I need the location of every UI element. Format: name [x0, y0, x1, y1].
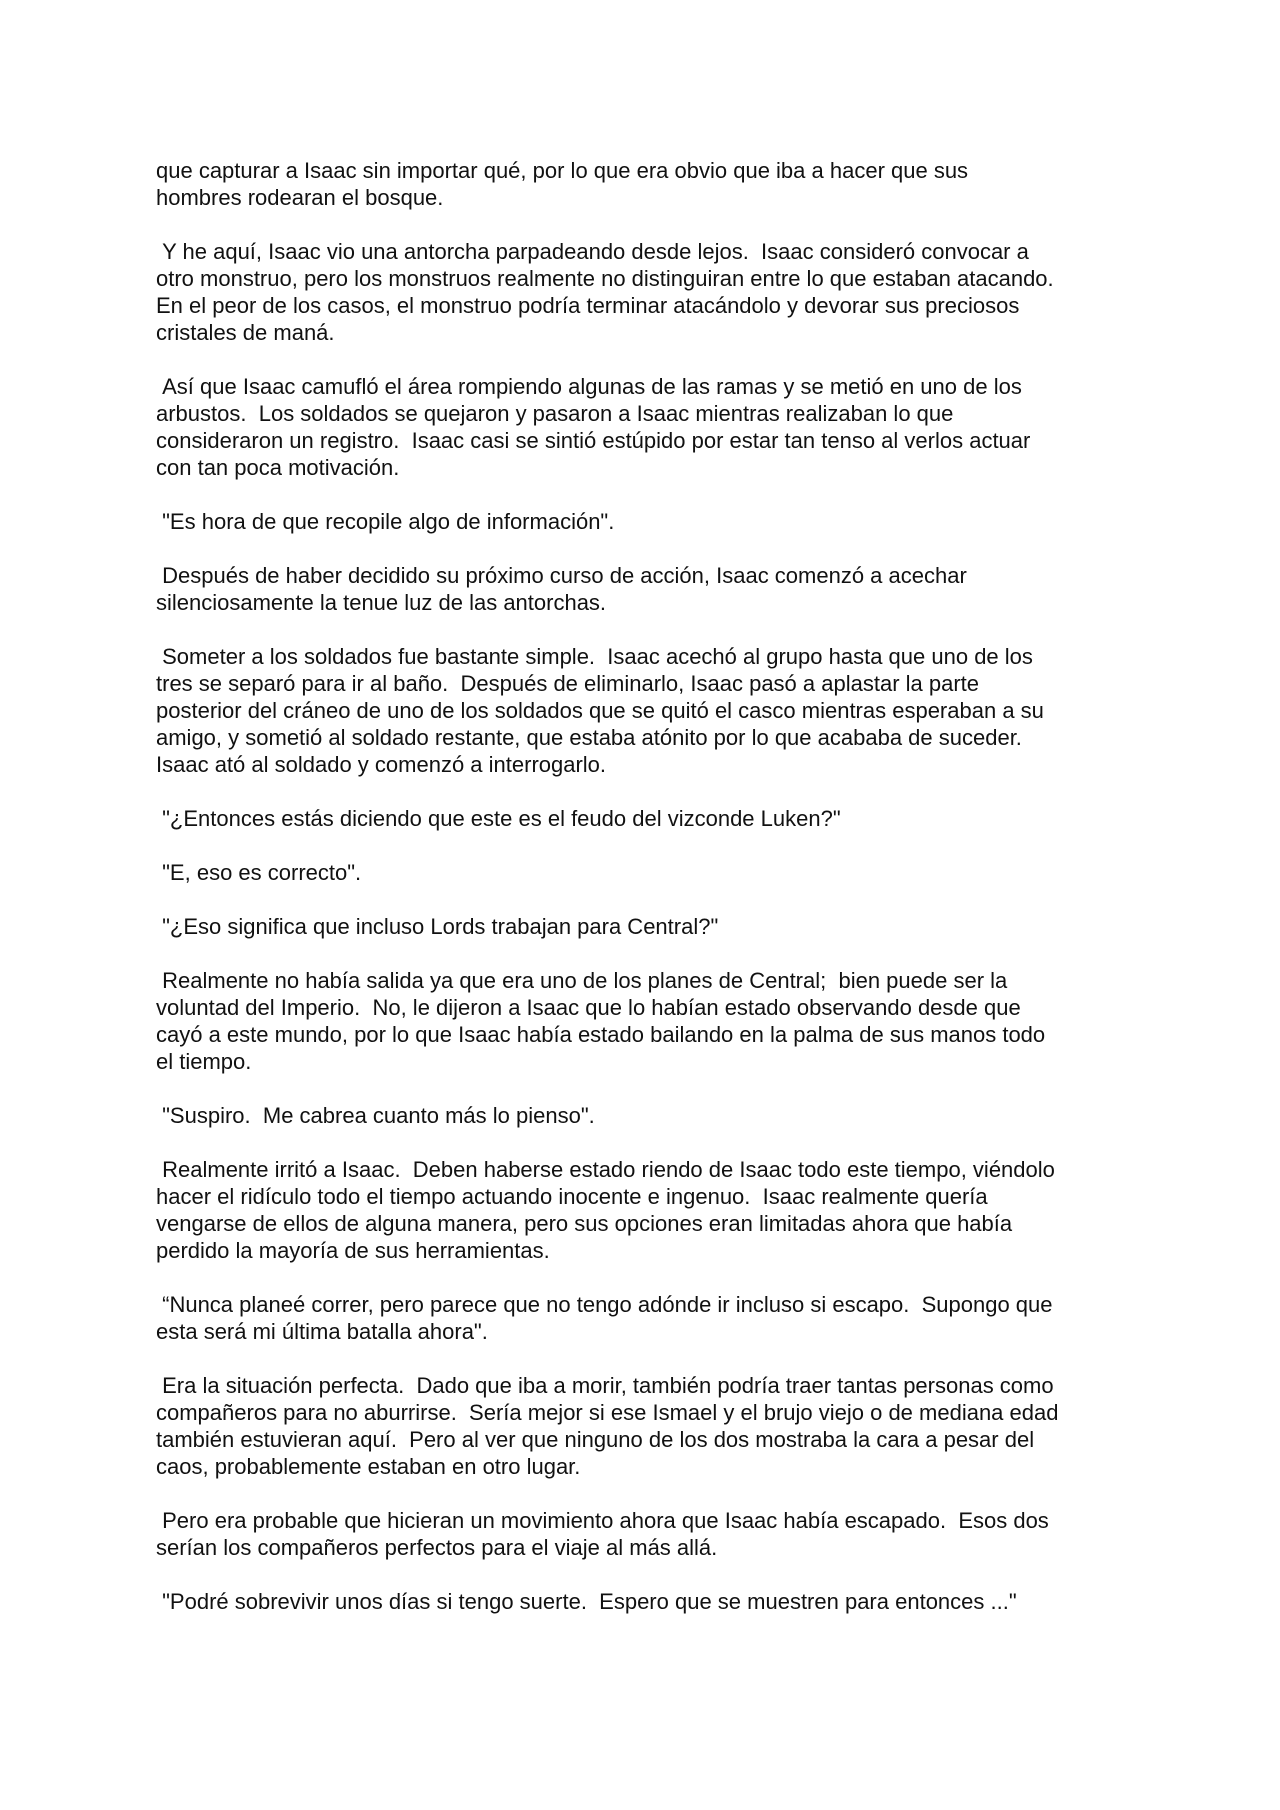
- paragraph-6: Someter a los soldados fue bastante simple. Isaac acechó al grupo hasta que uno de los tres se separó para ir al baño. Después de eliminarlo, Isaac pasó a aplastar la parte posterior del cráneo de uno de los soldados que se quitó el casco mientras esperaban a su amigo, y sometió al soldado restante, que estaba atónito por lo que acababa de suceder. Isaac ató al soldado y comenzó a interrogarlo.: [156, 644, 1044, 777]
- paragraph-13: “Nunca planeé correr, pero parece que no tengo adónde ir incluso si escapo. Supongo que esta será mi última batalla ahora".: [156, 1292, 1053, 1344]
- paragraph-4: "Es hora de que recopile algo de información".: [156, 509, 615, 534]
- paragraph-15: Pero era probable que hicieran un movimiento ahora que Isaac había escapado. Esos dos serían los compañeros perfectos para el viaje al más allá.: [156, 1508, 1049, 1560]
- paragraph-2: Y he aquí, Isaac vio una antorcha parpadeando desde lejos. Isaac consideró convocar a otro monstruo, pero los monstruos realmente no distinguiran entre lo que estaban atacando. En el peor de los casos, el monstruo podría terminar atacándolo y devorar sus preciosos cristales de maná.: [156, 239, 1054, 345]
- paragraph-3: Así que Isaac camufló el área rompiendo algunas de las ramas y se metió en uno de los arbustos. Los soldados se quejaron y pasaron a Isaac mientras realizaban lo que consideraron un registro. Isaac casi se sintió estúpido por estar tan tenso al verlos actuar con tan poca motivación.: [156, 374, 1031, 480]
- paragraph-5: Después de haber decidido su próximo curso de acción, Isaac comenzó a acechar silenciosamente la tenue luz de las antorchas.: [156, 563, 967, 615]
- paragraph-14: Era la situación perfecta. Dado que iba a morir, también podría traer tantas personas como compañeros para no aburrirse. Sería mejor si ese Ismael y el brujo viejo o de mediana edad también estuvieran aquí. Pero al ver que ninguno de los dos mostraba la cara a pesar del caos, probablemente estaban en otro lugar.: [156, 1373, 1059, 1479]
- paragraph-16: "Podré sobrevivir unos días si tengo suerte. Espero que se muestren para entonces ...": [156, 1589, 1017, 1614]
- paragraph-10: Realmente no había salida ya que era uno de los planes de Central; bien puede ser la voluntad del Imperio. No, le dijeron a Isaac que lo habían estado observando desde que cayó a este mundo, por lo que Isaac había estado bailando en la palma de sus manos todo el tiempo.: [156, 968, 1046, 1074]
- paragraph-7: "¿Entonces estás diciendo que este es el feudo del vizconde Luken?": [156, 806, 841, 831]
- paragraph-1: que capturar a Isaac sin importar qué, por lo que era obvio que iba a hacer que sus hombres rodearan el bosque.: [156, 158, 969, 210]
- paragraph-8: "E, eso es correcto".: [156, 860, 362, 885]
- paragraph-9: "¿Eso significa que incluso Lords trabajan para Central?": [156, 914, 719, 939]
- paragraph-12: Realmente irritó a Isaac. Deben haberse estado riendo de Isaac todo este tiempo, viéndolo hacer el ridículo todo el tiempo actuando inocente e ingenuo. Isaac realmente quería vengarse de ellos de alguna manera, pero sus opciones eran limitadas ahora que había perdido la mayoría de sus herramientas.: [156, 1157, 1055, 1263]
- paragraph-11: "Suspiro. Me cabrea cuanto más lo pienso".: [156, 1103, 595, 1128]
- document-body: [156, 157, 1146, 1615]
